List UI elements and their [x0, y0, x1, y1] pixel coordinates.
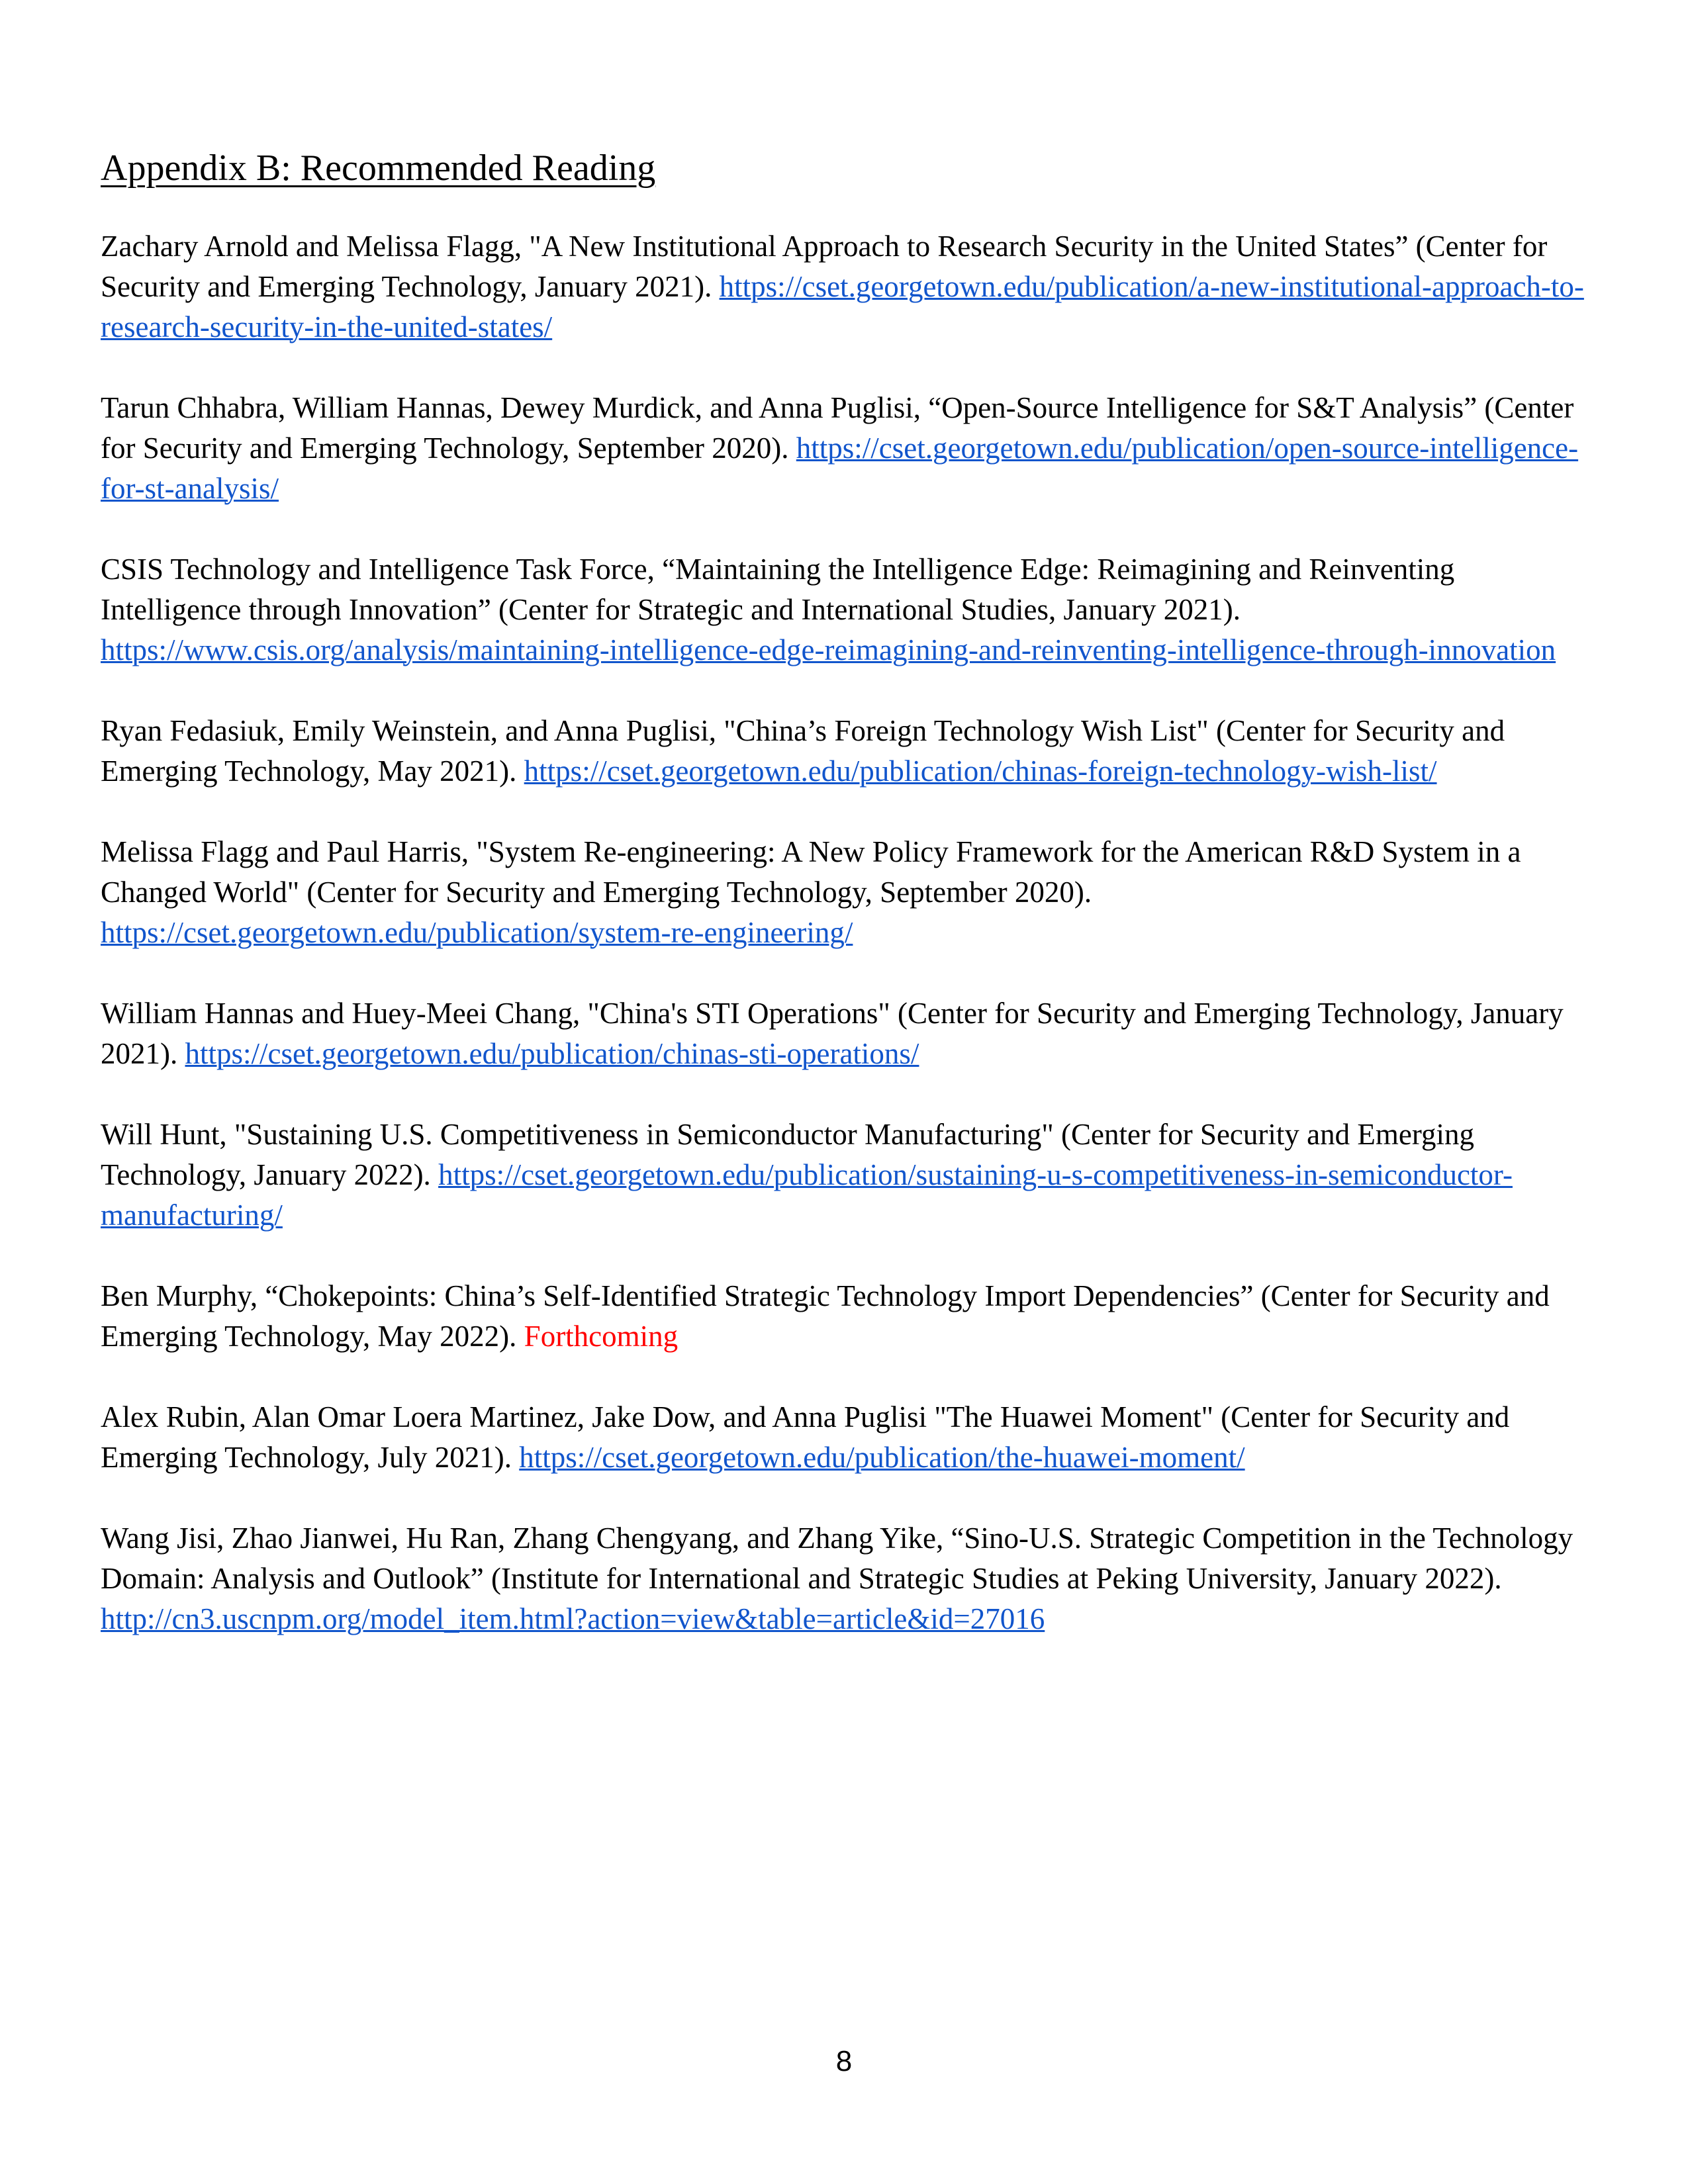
reference-link[interactable]: https://cset.georgetown.edu/publication/sustaining-u-s-competitiveness-in-semiconductor-manufacturing/	[101, 1158, 1513, 1232]
reference-item	[101, 711, 1597, 792]
reference-item	[101, 1518, 1597, 1639]
reference-item	[101, 1115, 1597, 1236]
reference-link[interactable]: https://cset.georgetown.edu/publication/a-new-institutional-approach-to-research-security-in-the-united-states/	[101, 270, 1584, 343]
reference-citation: CSIS Technology and Intelligence Task Force, “Maintaining the Intelligence Edge: Reimagining and Reinventing Intelligence through Innovation” (Center for Strategic and International Studies, January 2021).	[101, 553, 1455, 626]
reference-link[interactable]: https://cset.georgetown.edu/publication/open-source-intelligence-for-st-analysis/	[101, 432, 1579, 505]
reference-link[interactable]: https://cset.georgetown.edu/publication/chinas-foreign-technology-wish-list/	[524, 754, 1437, 788]
reference-link[interactable]: https://cset.georgetown.edu/publication/system-re-engineering/	[101, 916, 853, 949]
page-number: 8	[835, 2045, 853, 2077]
reference-citation: Wang Jisi, Zhao Jianwei, Hu Ran, Zhang Chengyang, and Zhang Yike, “Sino-U.S. Strategic Competition in the Technology Domain: Analysis and Outlook” (Institute for International and Strategic Studies at Peking University, January 2022).	[101, 1522, 1573, 1595]
reference-item	[101, 226, 1597, 347]
reference-item	[101, 549, 1597, 670]
reference-link[interactable]: https://www.csis.org/analysis/maintaining-intelligence-edge-reimagining-and-reinventing-intelligence-through-innovation	[101, 633, 1556, 666]
reference-link[interactable]: https://cset.georgetown.edu/publication/the-huawei-moment/	[519, 1441, 1245, 1474]
reference-citation: Tarun Chhabra, William Hannas, Dewey Murdick, and Anna Puglisi, “Open-Source Intelligence for S&T Analysis” (Center for Security and Emerging Technology, September 2020).	[101, 391, 1574, 465]
forthcoming-note: Forthcoming	[524, 1320, 679, 1353]
reference-item	[101, 1397, 1597, 1478]
reference-citation: Alex Rubin, Alan Omar Loera Martinez, Jake Dow, and Anna Puglisi "The Huawei Moment" (Center for Security and Emerging Technology, July 2021).	[101, 1400, 1510, 1474]
reference-item	[101, 832, 1597, 953]
reference-citation: Will Hunt, "Sustaining U.S. Competitiveness in Semiconductor Manufacturing" (Center for Security and Emerging Technology, January 2022).	[101, 1118, 1475, 1191]
reference-citation: Ben Murphy, “Chokepoints: China’s Self-Identified Strategic Technology Import Dependencies” (Center for Security and Emerging Technology, May 2022).	[101, 1279, 1550, 1353]
reference-list	[101, 226, 1597, 1680]
reference-citation: Melissa Flagg and Paul Harris, "System Re-engineering: A New Policy Framework for the American R&D System in a Changed World" (Center for Security and Emerging Technology, September 2020).	[101, 835, 1521, 909]
reference-item	[101, 1276, 1597, 1357]
reference-item	[101, 993, 1597, 1074]
page-heading: Appendix B: Recommended Reading	[101, 148, 656, 189]
reference-link[interactable]: https://cset.georgetown.edu/publication/chinas-sti-operations/	[185, 1037, 919, 1070]
reference-citation: Zachary Arnold and Melissa Flagg, "A New Institutional Approach to Research Security in the United States” (Center for Security and Emerging Technology, January 2021).	[101, 230, 1548, 303]
reference-citation: Ryan Fedasiuk, Emily Weinstein, and Anna Puglisi, "China’s Foreign Technology Wish List" (Center for Security and Emerging Technology, May 2021).	[101, 714, 1505, 788]
reference-citation: William Hannas and Huey-Meei Chang, "China's STI Operations" (Center for Security and Emerging Technology, January 2021).	[101, 997, 1564, 1070]
reference-item	[101, 388, 1597, 509]
reference-link[interactable]: http://cn3.uscnpm.org/model_item.html?action=view&table=article&id=27016	[101, 1602, 1045, 1635]
